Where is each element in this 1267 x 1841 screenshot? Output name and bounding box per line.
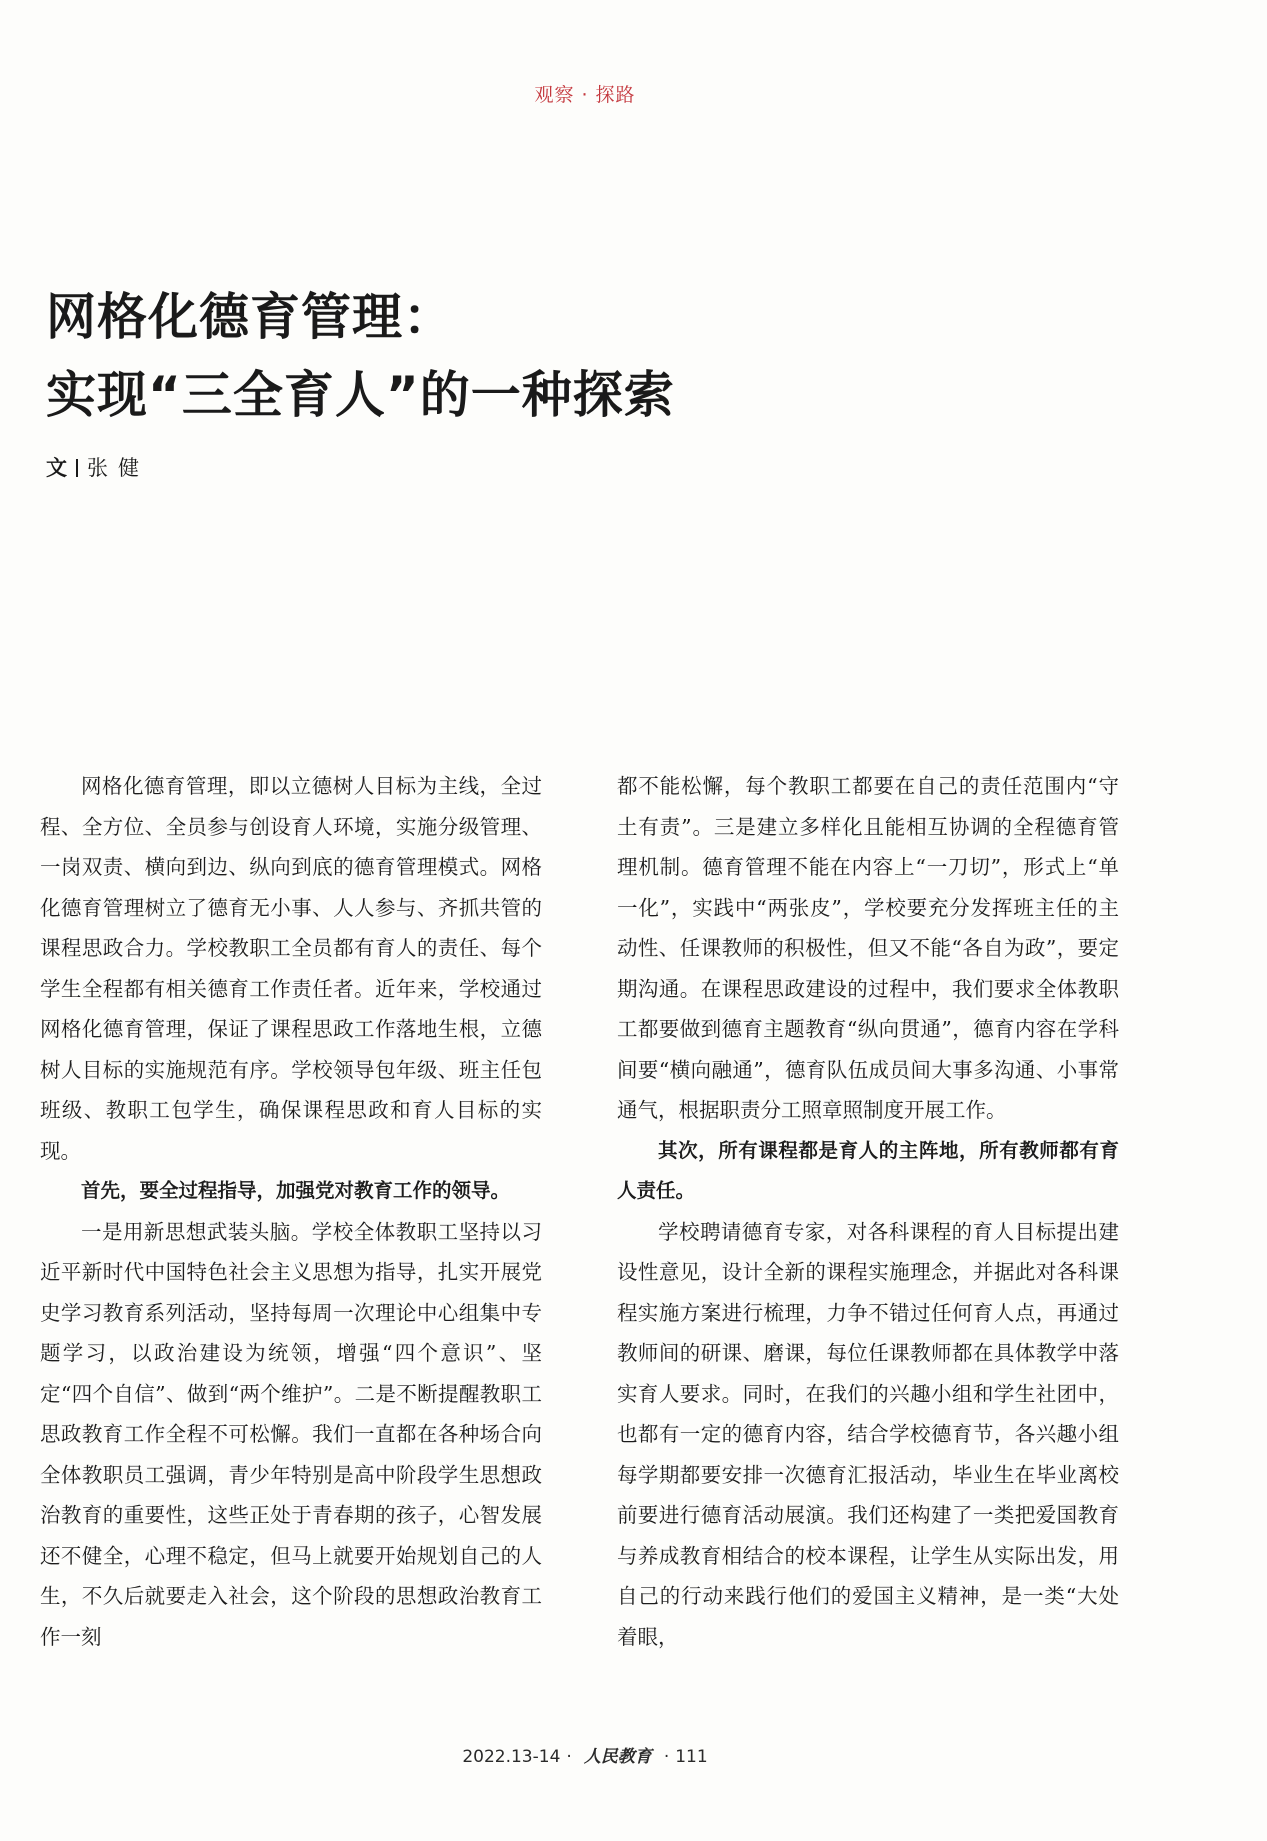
paragraph-heading-1: 首先，要全过程指导，加强党对教育工作的领导。 — [81, 1179, 511, 1202]
author-name: 张健 — [87, 456, 149, 480]
title-line-1: 网格化德育管理： — [46, 288, 454, 346]
issue-number: 2022.13-14 — [462, 1747, 561, 1767]
magazine-name: 人民教育 — [583, 1747, 652, 1767]
right-column — [617, 766, 1119, 1657]
article-title — [46, 278, 675, 434]
paragraph-heading-2: 其次，所有课程都是育人的主阵地，所有教师都有育人责任。 — [617, 1138, 1119, 1202]
byline-divider — [76, 459, 78, 477]
left-column — [40, 766, 542, 1657]
byline — [46, 452, 149, 482]
paragraph-intro: 网格化德育管理，即以立德树人目标为主线，全过程、全方位、全员参与创设育人环境，实施分级管理、一岗双责、横向到边、纵向到底的德育管理模式。网格化德育管理树立了德育无小事、人人参与、齐抓共管的课程思政合力。学校教职工全员都有育人的责任、每个学生全程都有相关德育工作责任者。近年来，学校通过网格化德育管理，保证了课程思政工作落地生根，立德树人目标的实施规范有序。学校领导包年级、班主任包班级、教职工包学生，确保课程思政和育人目标的实现。 — [40, 774, 542, 1163]
page-number: 111 — [675, 1747, 708, 1767]
footer-dot: · — [663, 1747, 670, 1767]
page-footer — [0, 1742, 1170, 1767]
byline-label: 文 — [46, 456, 67, 480]
paragraph-point-2: 学校聘请德育专家，对各科课程的育人目标提出建设性意见，设计全新的课程实施理念，并据此对各科课程实施方案进行梳理，力争不错过任何育人点，再通过教师间的研课、磨课，每位任课教师都在具体教学中落实育人要求。同时，在我们的兴趣小组和学生社团中，也都有一定的德育内容，结合学校德育节，各兴趣小组每学期都要安排一次德育汇报活动，毕业生在毕业离校前要进行德育活动展演。我们还构建了一类把爱国教育与养成教育相结合的校本课程，让学生从实际出发，用自己的行动来践行他们的爱国主义精神，是一类“大处着眼， — [617, 1219, 1119, 1649]
paragraph-point-1: 一是用新思想武装头脑。学校全体教职工坚持以习近平新时代中国特色社会主义思想为指导，扎实开展党史学习教育系列活动，坚持每周一次理论中心组集中专题学习，以政治建设为统领，增强“四个意识”、坚定“四个自信”、做到“两个维护”。二是不断提醒教职工思政教育工作全程不可松懈。我们一直都在各种场合向全体教职员工强调，青少年特别是高中阶段学生思想政治教育的重要性，这些正处于青春期的孩子，心智发展还不健全，心理不稳定，但马上就要开始规划自己的人生，不久后就要走入社会，这个阶段的思想政治教育工作一刻 — [40, 1219, 542, 1649]
paragraph-continued: 都不能松懈，每个教职工都要在自己的责任范围内“守土有责”。三是建立多样化且能相互协调的全程德育管理机制。德育管理不能在内容上“一刀切”，形式上“单一化”，实践中“两张皮”，学校要充分发挥班主任的主动性、任课教师的积极性，但又不能“各自为政”，要定期沟通。在课程思政建设的过程中，我们要求全体教职工都要做到德育主题教育“纵向贯通”，德育内容在学科间要“横向融通”，德育队伍成员间大事多沟通、小事常通气，根据职责分工照章照制度开展工作。 — [617, 774, 1119, 1122]
section-tag: 观察 · 探路 — [534, 84, 636, 106]
footer-dot: · — [566, 1747, 572, 1767]
title-line-2: 实现“三全育人”的一种探索 — [46, 366, 675, 424]
